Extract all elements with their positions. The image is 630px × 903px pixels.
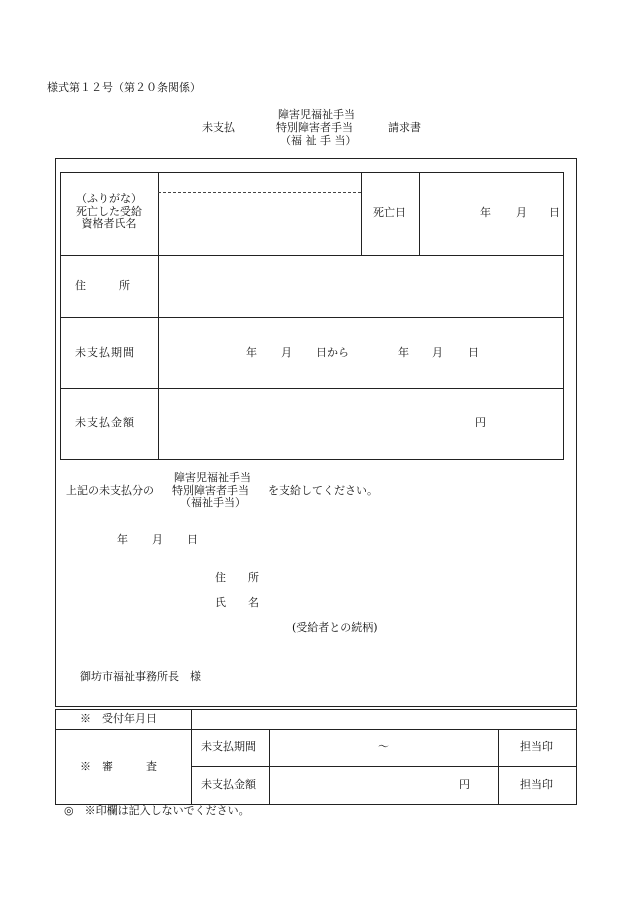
office-period-tilde: ～ <box>378 740 389 753</box>
death-date-month-unit: 月 <box>516 206 527 219</box>
office-amount-yen: 円 <box>459 778 470 791</box>
period-label: 未支払期間 <box>75 346 135 359</box>
request-date-day: 日 <box>187 533 198 546</box>
request-date-year: 年 <box>117 533 128 546</box>
office-col-divider-2 <box>269 729 270 805</box>
address-label: 住 所 <box>75 279 130 292</box>
period-from-month: 月 <box>281 346 292 359</box>
period-from-day: 日から <box>316 346 349 359</box>
review-label: ※ 審 査 <box>80 760 157 773</box>
claimant-name-label: 氏 名 <box>215 596 259 609</box>
amount-label: 未支払金額 <box>75 416 135 429</box>
claimant-address-label: 住 所 <box>215 571 259 584</box>
relation-note: (受給者との続柄) <box>292 621 378 634</box>
office-col-divider-1 <box>191 709 192 805</box>
title-suffix: 請求書 <box>388 121 421 134</box>
address-field[interactable] <box>160 257 562 315</box>
period-to-day: 日 <box>468 346 479 359</box>
death-date-label: 死亡日 <box>373 206 406 219</box>
death-date-year-unit: 年 <box>480 206 491 219</box>
office-col-divider-3 <box>498 729 499 805</box>
row-divider-3 <box>60 388 564 389</box>
furigana-divider <box>158 192 361 193</box>
office-stamp-2: 担当印 <box>520 778 553 791</box>
period-to-month: 月 <box>432 346 443 359</box>
furigana-label: （ふりがな） <box>76 192 142 205</box>
request-lead: 上記の未支払分の <box>66 484 154 497</box>
period-to-year: 年 <box>398 346 409 359</box>
office-period-label: 未支払期間 <box>201 740 256 753</box>
office-amount-label: 未支払金額 <box>201 778 256 791</box>
request-allowance-2: 特別障害者手当 <box>172 484 249 497</box>
death-date-divider-left <box>361 172 362 255</box>
amount-yen-unit: 円 <box>475 416 486 429</box>
addressee: 御坊市福祉事務所長 様 <box>80 670 201 683</box>
deceased-name-label <box>60 193 158 231</box>
deceased-name-field[interactable] <box>160 194 359 252</box>
office-row-divider-2 <box>191 766 577 767</box>
death-date-divider-right <box>419 172 420 255</box>
form-number: 様式第１２号（第２０条関係） <box>47 81 201 94</box>
office-stamp-1: 担当印 <box>520 740 553 753</box>
title-allowance-1: 障害児福祉手当 <box>278 108 355 121</box>
title-prefix: 未支払 <box>202 121 235 134</box>
request-date-month: 月 <box>152 533 163 546</box>
deceased-label-line-3: 資格者氏名 <box>81 217 137 231</box>
footnote: ◎ ※印欄は記入しないでください。 <box>64 804 250 817</box>
row-divider-1 <box>60 255 564 256</box>
request-allowance-1: 障害児福祉手当 <box>174 471 251 484</box>
deceased-label-line-2: 死亡した受給 <box>76 204 142 218</box>
label-column-divider <box>158 172 159 460</box>
received-date-label: ※ 受付年月日 <box>80 712 157 725</box>
title-allowance-2: 特別障害者手当 <box>276 121 353 134</box>
request-allowance-3: （福祉手当） <box>180 496 246 509</box>
row-divider-2 <box>60 317 564 318</box>
period-from-year: 年 <box>246 346 257 359</box>
title-allowance-3: （福 祉 手 当） <box>280 134 357 147</box>
death-date-day-unit: 日 <box>549 206 560 219</box>
request-tail: を支給してください。 <box>268 484 378 497</box>
